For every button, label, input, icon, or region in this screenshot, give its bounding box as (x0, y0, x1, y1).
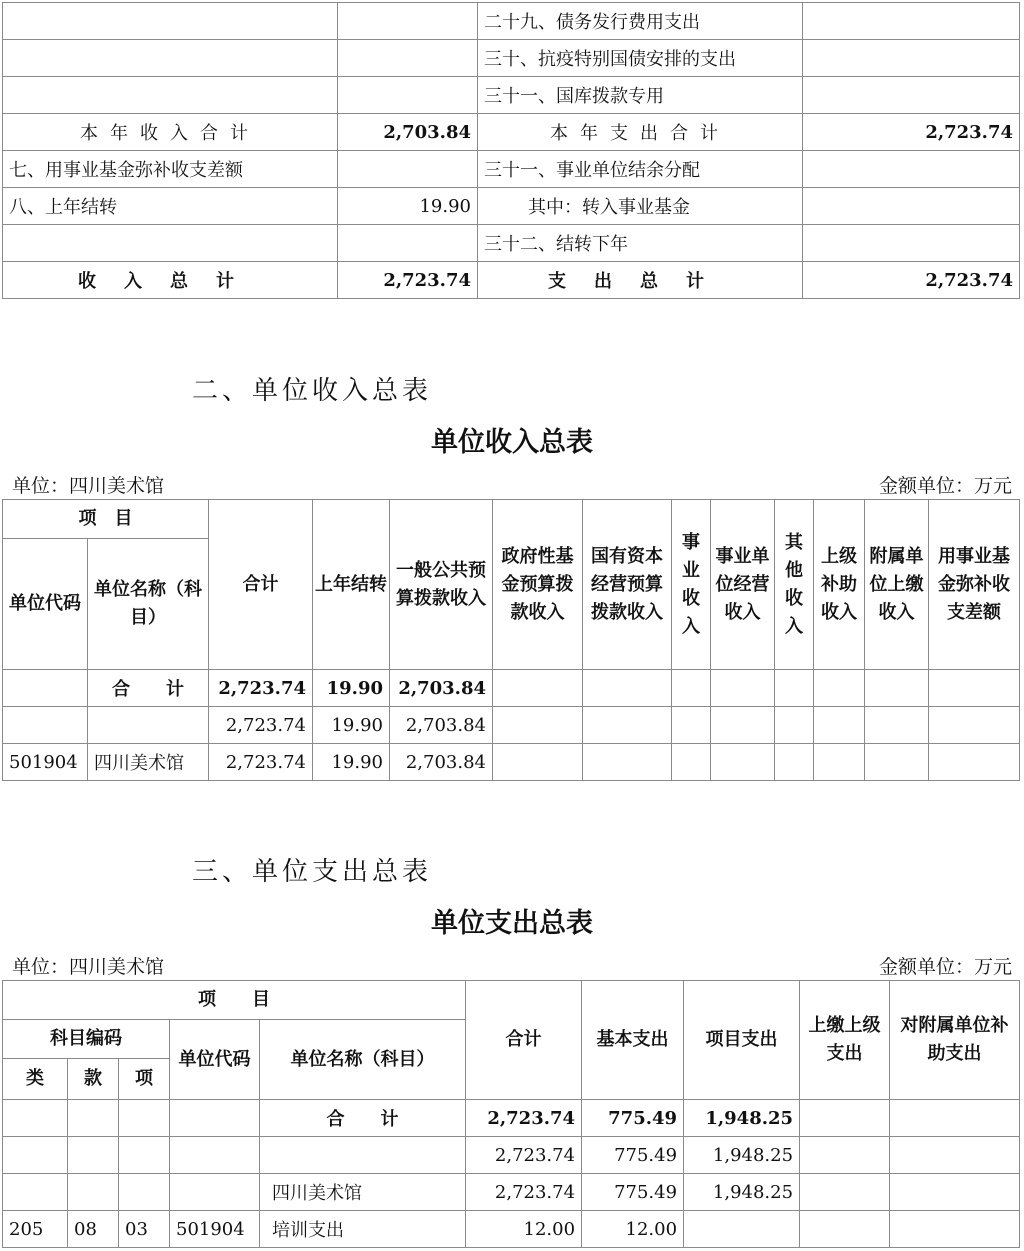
expense-unit-label: 单位：四川美术馆 (12, 956, 165, 978)
expense-table-title: 单位支出总表 (431, 908, 593, 939)
total-cell: 12.00 (466, 1211, 582, 1248)
total-cell: 2,723.74 (209, 707, 313, 744)
unit-code-cell: 501904 (3, 744, 88, 781)
kuan-cell (68, 1137, 119, 1174)
table-row (3, 40, 1020, 77)
income-item-label: 本年收入合计 (3, 114, 338, 151)
expense-summary-table (2, 980, 1020, 1248)
header-name: 单位名称（科目） (88, 539, 209, 670)
header-item: 项 目 (3, 500, 209, 539)
empty-cell (890, 1137, 1020, 1174)
header-general: 一般公共预算拨款收入 (390, 500, 493, 670)
empty-cell (814, 707, 865, 744)
empty-cell (800, 1211, 890, 1248)
empty-cell (814, 744, 865, 781)
empty-cell (672, 744, 711, 781)
unit-name-cell (260, 1137, 466, 1174)
income-item-value: 2,723.74 (338, 262, 478, 299)
income-item-value: 2,703.84 (338, 114, 478, 151)
table-row (3, 1137, 1020, 1174)
table-row (3, 1211, 1020, 1248)
xiang-cell: 03 (119, 1211, 170, 1248)
income-summary-table (2, 499, 1020, 781)
expense-item-label: 支出总计 (478, 262, 803, 299)
income-item-label (3, 225, 338, 262)
header-name: 单位名称（科目） (260, 1020, 466, 1100)
table-row (3, 188, 1020, 225)
expense-item-value (803, 225, 1020, 262)
income-item-label: 八、上年结转 (3, 188, 338, 225)
expense-item-label: 三十、抗疫特别国债安排的支出 (478, 40, 803, 77)
expense-item-value (803, 3, 1020, 40)
empty-cell (775, 707, 814, 744)
empty-cell (711, 670, 775, 707)
expense-item-label: 二十九、债务发行费用支出 (478, 3, 803, 40)
basic-cell: 12.00 (582, 1211, 684, 1248)
income-item-value (338, 225, 478, 262)
income-item-label: 收入总计 (3, 262, 338, 299)
header-fund: 用事业基金弥补收支差额 (929, 500, 1020, 670)
unit-name-cell: 合 计 (260, 1100, 466, 1137)
header-remit: 上缴上级支出 (800, 981, 890, 1100)
table-row (3, 114, 1020, 151)
empty-cell (929, 744, 1020, 781)
table-row (3, 670, 1020, 707)
header-state-capital: 国有资本经营预算拨款收入 (583, 500, 672, 670)
unit-code-cell: 501904 (170, 1211, 260, 1248)
lei-cell (3, 1100, 68, 1137)
expense-item-value (803, 40, 1020, 77)
header-total: 合计 (209, 500, 313, 670)
unit-code-cell (170, 1100, 260, 1137)
expense-item-label: 三十二、结转下年 (478, 225, 803, 262)
project-cell (684, 1211, 800, 1248)
header-affiliate: 附属单位上缴收入 (865, 500, 929, 670)
unit-name-cell: 四川美术馆 (88, 744, 209, 781)
header-item: 项 目 (3, 981, 466, 1020)
income-unit-label: 单位：四川美术馆 (12, 475, 165, 497)
general-budget-cell: 2,703.84 (390, 707, 493, 744)
xiang-cell (119, 1174, 170, 1211)
unit-name-cell: 四川美术馆 (260, 1174, 466, 1211)
income-item-value (338, 151, 478, 188)
expense-item-value: 2,723.74 (803, 262, 1020, 299)
xiang-cell (119, 1137, 170, 1174)
header-operating: 事业单位经营收入 (711, 500, 775, 670)
income-item-label (3, 40, 338, 77)
project-cell: 1,948.25 (684, 1174, 800, 1211)
income-item-value (338, 40, 478, 77)
header-code: 单位代码 (3, 539, 88, 670)
unit-code-cell (170, 1137, 260, 1174)
total-cell: 2,723.74 (209, 744, 313, 781)
basic-cell: 775.49 (582, 1100, 684, 1137)
income-item-value (338, 3, 478, 40)
section-heading-income: 二、单位收入总表 (192, 376, 433, 406)
xiang-cell (119, 1100, 170, 1137)
empty-cell (775, 744, 814, 781)
empty-cell (583, 707, 672, 744)
empty-cell (814, 670, 865, 707)
budget-summary-table (2, 2, 1020, 299)
income-item-label: 七、用事业基金弥补收支差额 (3, 151, 338, 188)
total-cell: 2,723.74 (466, 1100, 582, 1137)
empty-cell (890, 1174, 1020, 1211)
expense-item-value (803, 151, 1020, 188)
header-lei: 类 (3, 1059, 68, 1100)
kuan-cell: 08 (68, 1211, 119, 1248)
header-other: 其他收入 (775, 500, 814, 670)
income-item-value: 19.90 (338, 188, 478, 225)
table-row (3, 3, 1020, 40)
project-cell: 1,948.25 (684, 1100, 800, 1137)
header-total: 合计 (466, 981, 582, 1100)
total-cell: 2,723.74 (466, 1137, 582, 1174)
basic-cell: 775.49 (582, 1174, 684, 1211)
carry-cell: 19.90 (313, 670, 390, 707)
kuan-cell (68, 1100, 119, 1137)
expense-money-unit: 金额单位：万元 (878, 956, 1012, 978)
total-cell: 2,723.74 (209, 670, 313, 707)
empty-cell (800, 1137, 890, 1174)
table-row (3, 744, 1020, 781)
table-row (3, 151, 1020, 188)
empty-cell (775, 670, 814, 707)
general-budget-cell: 2,703.84 (390, 744, 493, 781)
empty-cell (711, 707, 775, 744)
expense-item-label: 其中：转入事业基金 (478, 188, 803, 225)
empty-cell (493, 670, 583, 707)
empty-cell (865, 744, 929, 781)
header-gov-fund: 政府性基金预算拨款收入 (493, 500, 583, 670)
total-cell: 2,723.74 (466, 1174, 582, 1211)
empty-cell (865, 707, 929, 744)
expense-item-value (803, 188, 1020, 225)
lei-cell (3, 1174, 68, 1211)
unit-code-cell (3, 707, 88, 744)
unit-name-cell: 合 计 (88, 670, 209, 707)
carry-cell: 19.90 (313, 707, 390, 744)
unit-name-cell: 培训支出 (260, 1211, 466, 1248)
income-table-title: 单位收入总表 (431, 427, 593, 458)
lei-cell: 205 (3, 1211, 68, 1248)
project-cell: 1,948.25 (684, 1137, 800, 1174)
table-row (3, 262, 1020, 299)
expense-item-value: 2,723.74 (803, 114, 1020, 151)
empty-cell (890, 1211, 1020, 1248)
unit-code-cell (170, 1174, 260, 1211)
header-carry: 上年结转 (313, 500, 390, 670)
table-row (3, 77, 1020, 114)
table-row (3, 707, 1020, 744)
empty-cell (865, 670, 929, 707)
empty-cell (672, 707, 711, 744)
empty-cell (890, 1100, 1020, 1137)
empty-cell (493, 744, 583, 781)
lei-cell (3, 1137, 68, 1174)
kuan-cell (68, 1174, 119, 1211)
expense-item-label: 本年支出合计 (478, 114, 803, 151)
section-heading-expense: 三、单位支出总表 (192, 857, 433, 887)
income-item-label (3, 77, 338, 114)
empty-cell (583, 670, 672, 707)
header-subject-code: 科目编码 (3, 1020, 170, 1059)
general-budget-cell: 2,703.84 (390, 670, 493, 707)
empty-cell (929, 707, 1020, 744)
income-item-value (338, 77, 478, 114)
empty-cell (800, 1174, 890, 1211)
empty-cell (672, 670, 711, 707)
empty-cell (493, 707, 583, 744)
expense-item-value (803, 77, 1020, 114)
header-xiang: 项 (119, 1059, 170, 1100)
table-row (3, 1100, 1020, 1137)
unit-code-cell (3, 670, 88, 707)
basic-cell: 775.49 (582, 1137, 684, 1174)
income-item-label (3, 3, 338, 40)
header-code: 单位代码 (170, 1020, 260, 1100)
table-row (3, 225, 1020, 262)
header-project: 项目支出 (684, 981, 800, 1100)
unit-name-cell (88, 707, 209, 744)
carry-cell: 19.90 (313, 744, 390, 781)
income-money-unit: 金额单位：万元 (878, 475, 1012, 497)
table-row (3, 1174, 1020, 1211)
empty-cell (929, 670, 1020, 707)
header-superior: 上级补助收入 (814, 500, 865, 670)
header-business: 事业收入 (672, 500, 711, 670)
empty-cell (583, 744, 672, 781)
expense-item-label: 三十一、国库拨款专用 (478, 77, 803, 114)
empty-cell (711, 744, 775, 781)
header-subsidy: 对附属单位补助支出 (890, 981, 1020, 1100)
expense-item-label: 三十一、事业单位结余分配 (478, 151, 803, 188)
header-basic: 基本支出 (582, 981, 684, 1100)
header-kuan: 款 (68, 1059, 119, 1100)
empty-cell (800, 1100, 890, 1137)
